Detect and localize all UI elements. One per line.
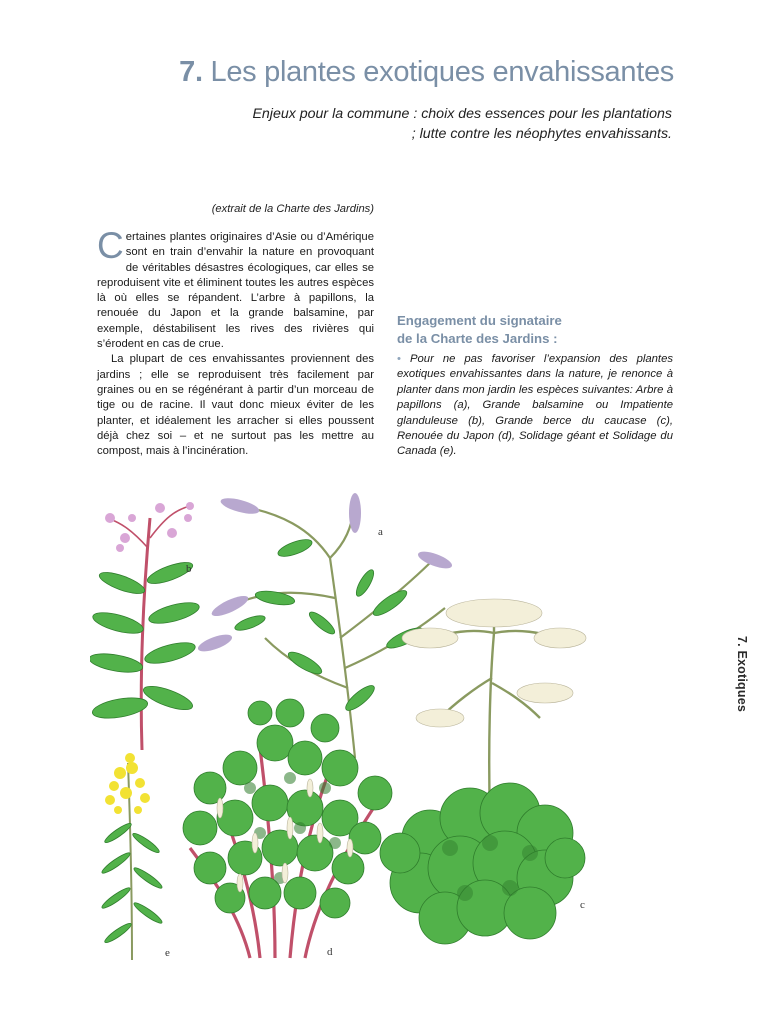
paragraph-2: La plupart de ces envahissantes proviennent des jardins ; elle se reproduisent très facilement par graines ou en se régénérant à partir d’un morceau de tige ou de racine. Il vaut donc mieux éviter de les planter, et idéalement les arracher si elles poussent déjà chez soi – et ne surtout pas les mettre au compost, mais à l’incinération. (97, 353, 374, 458)
plant-b-balsamine (90, 502, 201, 750)
page-title (179, 56, 674, 89)
plant-e-solidage (100, 753, 170, 960)
dropcap: C (97, 225, 124, 266)
label-c: c (580, 899, 585, 911)
engagement-heading-line1: Engagement du signataire (397, 313, 562, 328)
paragraph-1 (97, 225, 374, 352)
plant-illustration (90, 488, 590, 970)
body-text (97, 225, 374, 459)
engagement-heading-line2: de la Charte des Jardins : (397, 331, 558, 346)
label-d: d (327, 946, 333, 958)
plant-d-renouee (183, 699, 392, 958)
paragraph-1-text: ertaines plantes originaires d’Asie ou d’Amérique sont en train d’envahir la nature en provoquant de véritables désastres écologiques, car elles se reproduisent vite et éliminent toutes les autres espèces là où elles se répandent. L’arbre à papillons, la renouée du Japon et la grande balsamine, par exemple, déstabilisent les rives des rivières qui s’érodent en cas de crue. (97, 231, 374, 351)
side-tab: 7. Exotiques (735, 636, 749, 713)
source-note: (extrait de la Charte des Jardins) (211, 203, 374, 215)
engagement-body: Pour ne pas favoriser l’expansion des plantes exotiques envahissantes dans la nature, je renonce à planter dans mon jardin les espèces suivantes: Arbre à papillons (a), Grande balsamine ou Impatiente glanduleuse (b), Grande berce du caucase (c), Renouée du Japon (d), Solidage géant et Solidage du Canada (e). (397, 353, 674, 458)
engagement-heading (397, 312, 687, 348)
chapter-title: Les plantes exotiques envahissantes (210, 56, 674, 88)
label-a: a (378, 526, 383, 538)
bullet-icon: • (397, 353, 401, 365)
plant-c-berce (380, 599, 586, 944)
chapter-number: 7. (179, 56, 203, 88)
page-subtitle: Enjeux pour la commune : choix des essences pour les plantations ; lutte contre les néophytes envahissants. (252, 106, 672, 142)
label-e: e (165, 947, 170, 959)
label-b: b (186, 563, 192, 575)
engagement-text (397, 352, 673, 460)
